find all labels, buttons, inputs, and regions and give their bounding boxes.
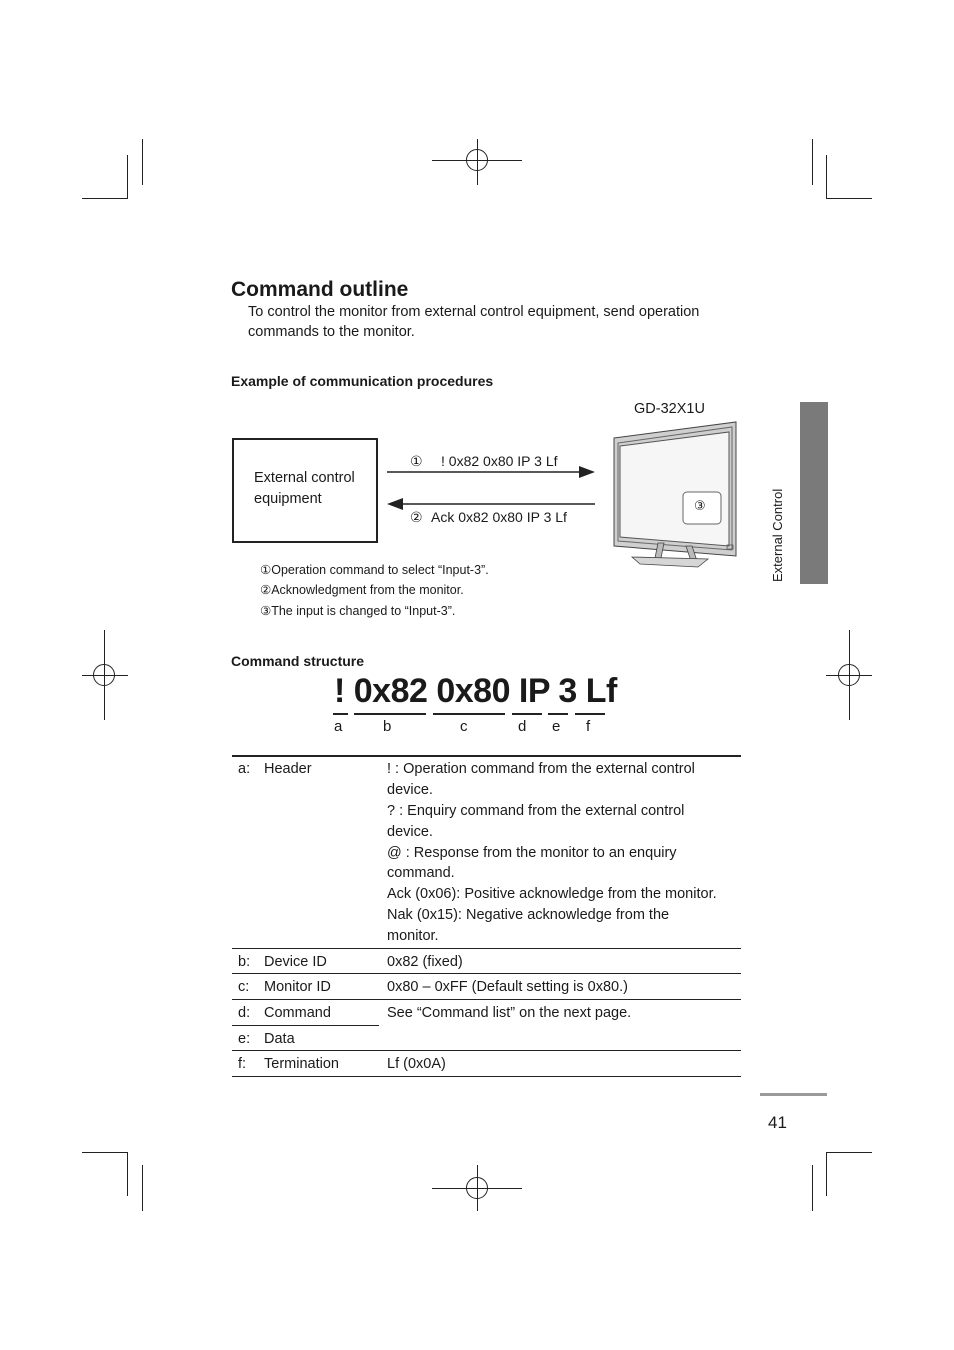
row-a-line-5: @ : Response from the monitor to an enquiry bbox=[387, 845, 677, 861]
underline-c bbox=[433, 713, 505, 715]
note-1-text: Operation command to select “Input-3”. bbox=[271, 563, 489, 577]
underline-b bbox=[354, 713, 426, 715]
row-b-value: 0x82 (fixed) bbox=[387, 954, 463, 970]
row-a-line-8: Nak (0x15): Negative acknowledge from the bbox=[387, 907, 670, 923]
label-b: b bbox=[383, 718, 392, 735]
command-string: ! 0x82 0x80 IP 3 Lf bbox=[334, 672, 617, 710]
row-a-line-4: device. bbox=[387, 824, 433, 840]
arrow2-number: ② bbox=[410, 509, 423, 525]
arrow-left-head bbox=[387, 498, 403, 510]
row-b-key: b: bbox=[238, 954, 251, 970]
note-1-number: ① bbox=[260, 563, 272, 577]
row-c-key: c: bbox=[238, 979, 250, 995]
page-number-rule bbox=[760, 1093, 827, 1096]
intro-line-1: To control the monitor from external control equipment, send operation bbox=[248, 304, 700, 320]
label-a: a bbox=[334, 718, 343, 735]
underline-f bbox=[575, 713, 605, 715]
table-rule bbox=[232, 999, 741, 1000]
row-a-line-6: command. bbox=[387, 865, 455, 881]
structure-heading: Command structure bbox=[231, 653, 365, 669]
row-d-value: See “Command list” on the next page. bbox=[387, 1005, 632, 1021]
monitor-illustration bbox=[600, 416, 745, 572]
side-tab-label: External Control bbox=[770, 488, 785, 582]
row-a-line-9: monitor. bbox=[387, 928, 439, 944]
label-f: f bbox=[586, 718, 591, 735]
note-2 bbox=[260, 582, 464, 597]
row-a-line-1: ! : Operation command from the external control bbox=[387, 761, 695, 777]
arrow1-number: ① bbox=[410, 453, 423, 469]
arrow2-label: Ack 0x82 0x80 IP 3 Lf bbox=[431, 509, 567, 525]
row-e-key: e: bbox=[238, 1031, 251, 1047]
row-a-field: Header bbox=[264, 761, 312, 777]
equipment-label-line-1: External control bbox=[254, 470, 355, 486]
arrow1-label: ! 0x82 0x80 IP 3 Lf bbox=[441, 453, 558, 469]
side-tab bbox=[800, 402, 828, 584]
note-3-text: The input is changed to “Input-3”. bbox=[271, 604, 456, 618]
note-3-number: ③ bbox=[260, 604, 272, 618]
table-bottom-rule bbox=[232, 1076, 741, 1077]
row-c-value: 0x80 – 0xFF (Default setting is 0x80.) bbox=[387, 979, 628, 995]
page-number: 41 bbox=[768, 1113, 787, 1132]
row-d-key: d: bbox=[238, 1005, 251, 1021]
label-d: d bbox=[518, 718, 527, 735]
row-f-field: Termination bbox=[264, 1056, 339, 1072]
row-c-field: Monitor ID bbox=[264, 979, 331, 995]
equipment-label-line-2: equipment bbox=[254, 491, 322, 507]
row-b-field: Device ID bbox=[264, 954, 327, 970]
section-title: Command outline bbox=[231, 278, 409, 301]
example-heading: Example of communication procedures bbox=[231, 373, 494, 389]
row-a-line-7: Ack (0x06): Positive acknowledge from the monitor. bbox=[387, 886, 717, 902]
underline-a bbox=[333, 713, 348, 715]
arrow-right-head bbox=[579, 466, 595, 478]
label-c: c bbox=[460, 718, 468, 735]
table-rule-partial bbox=[232, 1025, 379, 1026]
row-f-key: f: bbox=[238, 1056, 247, 1072]
note-2-text: Acknowledgment from the monitor. bbox=[271, 583, 464, 597]
row-a-key: a: bbox=[238, 761, 251, 777]
arrows-diagram bbox=[380, 460, 600, 520]
row-a-line-3: ? : Enquiry command from the external control bbox=[387, 803, 685, 819]
note-3 bbox=[260, 603, 455, 618]
row-d-field: Command bbox=[264, 1005, 331, 1021]
table-top-rule bbox=[232, 755, 741, 757]
row-a-line-2: device. bbox=[387, 782, 433, 798]
row-e-field: Data bbox=[264, 1031, 295, 1047]
underline-e bbox=[548, 713, 568, 715]
screen-marker: ③ bbox=[694, 498, 706, 513]
label-e: e bbox=[552, 718, 561, 735]
note-1 bbox=[260, 562, 489, 577]
table-rule bbox=[232, 948, 741, 949]
table-rule bbox=[232, 1050, 741, 1051]
table-rule bbox=[232, 973, 741, 974]
underline-d bbox=[512, 713, 542, 715]
intro-line-2: commands to the monitor. bbox=[248, 324, 415, 340]
monitor-model-label: GD-32X1U bbox=[634, 401, 705, 417]
row-f-value: Lf (0x0A) bbox=[387, 1056, 446, 1072]
note-2-number: ② bbox=[260, 583, 272, 597]
